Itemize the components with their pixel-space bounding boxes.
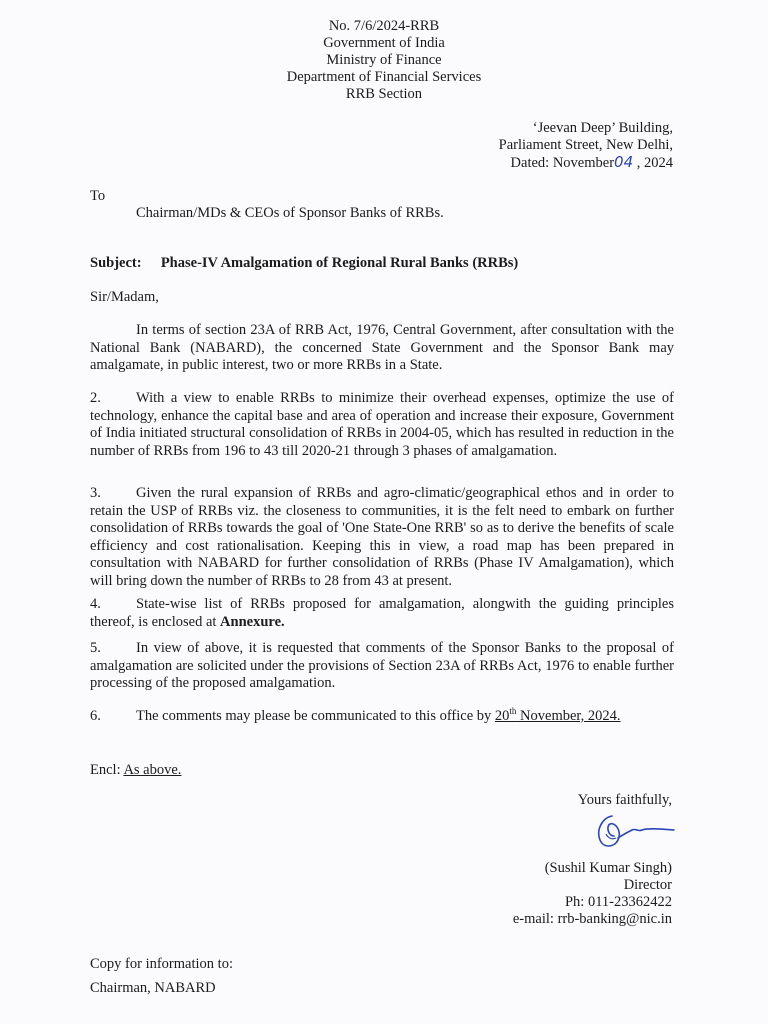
paragraph-3-number: 3. <box>90 485 101 501</box>
paragraph-5 <box>90 640 674 693</box>
deadline-date <box>495 708 621 724</box>
department-name: Department of Financial Services <box>286 69 482 85</box>
subject-text: Phase-IV Amalgamation of Regional Rural Banks (RRBs) <box>160 255 519 271</box>
signatory-email: e-mail: rrb-banking@nic.in <box>512 911 672 927</box>
deadline-day: 20 <box>494 708 510 724</box>
subject-label: Subject: <box>90 255 142 271</box>
dated-prefix: Dated: November <box>510 155 615 171</box>
paragraph-6 <box>90 708 674 726</box>
paragraph-6-text: The comments may please be communicated to this office by <box>136 708 492 724</box>
signatory-name: (Sushil Kumar Singh) <box>544 860 672 876</box>
subject-line <box>90 255 518 272</box>
dated-suffix: , 2024 <box>636 155 673 171</box>
dated-line <box>511 154 673 172</box>
salutation: Sir/Madam, <box>90 289 159 305</box>
copy-label: Copy for information to: <box>90 956 233 972</box>
signatory-designation: Director <box>623 877 672 893</box>
gov-name: Government of India <box>323 35 445 51</box>
annexure-reference: Annexure. <box>220 613 285 630</box>
handwritten-day: 04 <box>614 153 634 171</box>
paragraph-6-number: 6. <box>90 708 101 724</box>
paragraph-2 <box>90 390 674 460</box>
deadline-month-year: November, 2024. <box>516 708 621 724</box>
paragraph-4 <box>90 596 674 631</box>
signature-image <box>588 808 678 856</box>
paragraph-1-text: In terms of section 23A of RRB Act, 1976, Central Government, after consultation with the National Bank (NABARD), the concerned State Government and the Sponsor Bank may amalgamate, in public interest, two or more RRBs in a State. <box>90 322 674 373</box>
signatory-phone: Ph: 011-23362422 <box>564 894 672 910</box>
paragraph-5-text: In view of above, it is requested that comments of the Sponsor Banks to the proposal of amalgamation are solicited under the provisions of Section 23A of RRBs Act, 1976 to enable further processing of the proposed amalgamation. <box>90 640 674 691</box>
closing: Yours faithfully, <box>577 792 672 808</box>
paragraph-3 <box>90 485 674 590</box>
enclosure-label: Encl: <box>90 762 124 778</box>
ministry-name: Ministry of Finance <box>326 52 442 68</box>
enclosure-value: As above. <box>123 762 182 778</box>
paragraph-4-text: State-wise list of RRBs proposed for amalgamation, alongwith the guiding principles thereof, is enclosed at <box>90 596 674 630</box>
paragraph-5-number: 5. <box>90 640 101 656</box>
section-name: RRB Section <box>345 86 423 102</box>
file-number: No. 7/6/2024-RRB <box>328 18 440 34</box>
paragraph-2-number: 2. <box>90 390 101 406</box>
address-line-1: ‘Jeevan Deep’ Building, <box>532 120 673 136</box>
to-label: To <box>90 188 106 204</box>
enclosure-line <box>90 762 181 779</box>
paragraph-3-text: Given the rural expansion of RRBs and agro-climatic/geographical ethos and in order to retain the USP of RRBs viz. the closeness to communities, it is the felt need to embark on further consolidation of RRBs towards the goal of 'One State-One RRB' so as to derive the benefits of scale efficiency and cost rationalisation. Keeping this in view, a road map has been prepared in consultation with NABARD for further consolidation of RRBs (Phase IV Amalgamation), which will bring down the number of RRBs to 28 from 43 at present. <box>90 485 674 589</box>
paragraph-1 <box>90 322 674 375</box>
paragraph-2-text: With a view to enable RRBs to minimize their overhead expenses, optimize the use of technology, enhance the capital base and area of operation and increase their exposure, Government of India initiated structural consolidation of RRBs in 2004-05, which has resulted in reduction in the number of RRBs from 196 to 43 till 2020-21 through 3 phases of amalgamation. <box>90 390 674 459</box>
address-line-2: Parliament Street, New Delhi, <box>498 137 673 153</box>
paragraph-4-number: 4. <box>90 596 101 612</box>
recipient: Chairman/MDs & CEOs of Sponsor Banks of RRBs. <box>136 205 444 221</box>
deadline-day-suffix: th <box>509 706 517 717</box>
copy-recipient: Chairman, NABARD <box>90 980 216 996</box>
